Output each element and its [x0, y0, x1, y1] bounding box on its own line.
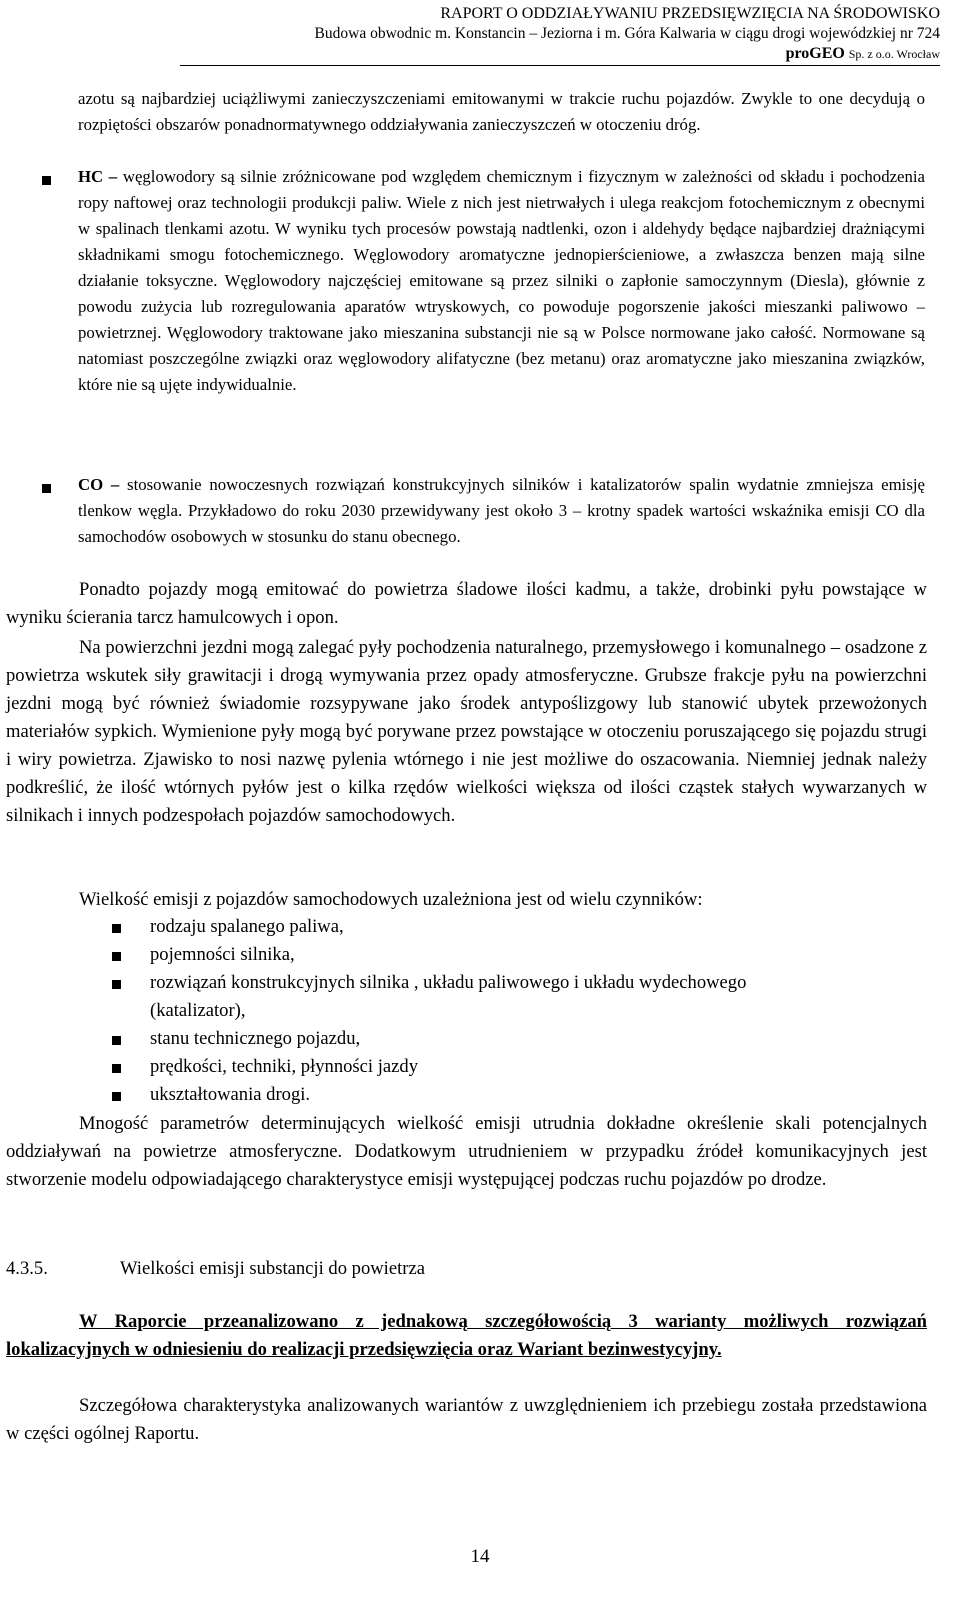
bullet-nox-continuation: azotu są najbardziej uciążliwymi zanieczyszczeniami emitowanymi w trakcie ruchu pojazdów. Zwykle to one decydują o rozpiętości obszarów ponadnormatywnego oddziaływania zanieczyszczeń w otoczeniu dróg.	[78, 89, 925, 134]
factor-item: stanu technicznego pojazdu,	[150, 1028, 361, 1049]
bullet-marker	[42, 176, 51, 185]
paragraph-heavy-metals: Ponadto pojazdy mogą emitować do powietrza śladowe ilości kadmu, a także, drobinki pyłu powstające w wyniku ścierania tarcz hamulcowych i opon.	[6, 579, 927, 628]
bullet-hc-lead: HC –	[78, 167, 118, 186]
factor-item: rozwiązań konstrukcyjnych silnika , układu paliwowego i układu wydechowego (katalizator),	[150, 972, 747, 1021]
factor-item: pojemności silnika,	[150, 944, 295, 965]
paragraph-parameters: Mnogość parametrów determinujących wielkość emisji utrudnia dokładne określenie skali potencjalnych oddziaływań na powietrze atmosferyczne. Dodatkowym utrudnieniem w przypadku źródeł komunikacyjnych jest stworzenie modelu odpowiadającego charakterystyce emisji występującej podczas ruchu pojazdów po drodze.	[6, 1113, 927, 1190]
factor-item: ukształtowania drogi.	[150, 1084, 311, 1105]
bullet-hc	[78, 164, 925, 398]
paragraph-road-dust: Na powierzchni jezdni mogą zalegać pyły pochodzenia naturalnego, przemysłowego i komunalnego – osadzone z powietrza wskutek siły grawitacji i drogą wymywania przez opady atmosferyczne. Grubsze frakcje pyłu na powierzchni jezdni mogą być również świadomie rozsypywane jako środek antypoślizgowy lub stanowić ubytek przewożonych materiałów sypkich. Wymienione pyły mogą być porywane przez powstające w otoczeniu poruszającego się pojazdu strugi i wiry powietrza. Zjawisko to nosi nazwę pylenia wtórnego i nie jest możliwe do oszacowania. Niemniej jednak należy podkreślić, że ilość wtórnych pyłów jest o kilka rzędów wielkości większa od ilości cząstek stałych wywarzanych w silnikach i innych podzespołach pojazdów samochodowych.	[6, 637, 927, 826]
list-marker	[112, 924, 121, 933]
paragraph-variant-description: Szczegółowa charakterystyka analizowanych wariantów z uwzględnieniem ich przebiegu została przedstawiona w części ogólnej Raportu.	[6, 1395, 927, 1444]
page-number: 14	[470, 1546, 490, 1567]
list-marker	[112, 1064, 121, 1073]
factor-item: rodzaju spalanego paliwa,	[150, 916, 344, 937]
bullet-hc-text: węglowodory są silnie zróżnicowane pod względem chemicznym i fizycznym w zależności od składu i pochodzenia ropy naftowej oraz technologii produkcji paliw. Wiele z nich jest nietrwałych i ulega reakcjom fotochemicznym z obecnymi w spalinach tlenkami azotu. W wyniku tych procesów powstają nadtlenki, ozon i aldehydy będące najbardziej drażniącymi składnikami smogu fotochemicznego. Węglowodory aromatyczne jednopierścieniowe, a zwłaszcza benzen mają silne działanie toksyczne. Węglowodory najczęściej emitowane są przez silniki o zapłonie samoczynnym (Diesla), głównie z powodu zużycia lub rozregulowania aparatów wtryskowych, co powoduje pogorszenie jakości mieszanki paliwowo – powietrznej. Węglowodory traktowane jako mieszanina substancji nie są w Polsce normowane jako całość. Normowane są natomiast poszczególne związki oraz węglowodory alifatyczne (bez metanu) oraz aromatyczne jako mieszanina związków, które nie są ujęte indywidualnie.	[78, 167, 925, 394]
list-marker	[112, 952, 121, 961]
list-marker	[112, 980, 121, 989]
page-header	[180, 4, 940, 66]
report-title: RAPORT O ODDZIAŁYWANIU PRZEDSIĘWZIĘCIA NA ŚRODOWISKO	[440, 5, 940, 22]
section-heading	[6, 1255, 425, 1283]
factor-item: prędkości, techniki, płynności jazdy	[150, 1056, 418, 1077]
section-title: Wielkości emisji substancji do powietrza	[120, 1258, 425, 1279]
list-marker	[112, 1036, 121, 1045]
company-suffix: Sp. z o.o. Wrocław	[848, 47, 940, 61]
section-number: 4.3.5.	[6, 1258, 48, 1279]
company-line	[180, 44, 940, 66]
paragraph-emission-factors-intro: Wielkość emisji z pojazdów samochodowych uzależniona jest od wielu czynników:	[79, 889, 703, 910]
company-name: proGEO	[785, 45, 845, 62]
list-marker	[112, 1092, 121, 1101]
bullet-co-text: stosowanie nowoczesnych rozwiązań konstrukcyjnych silników i katalizatorów spalin wydatnie zmniejsza emisję tlenkow węgla. Przykładowo do roku 2030 przewidywany jest około 3 – krotny spadek wartości wskaźnika emisji CO dla samochodów osobowych w stosunku do stanu obecnego.	[78, 475, 925, 546]
bullet-co-lead: CO –	[78, 475, 120, 494]
bold-underlined-statement: W Raporcie przeanalizowano z jednakową szczegółowością 3 warianty możliwych rozwiązań lokalizacyjnych w odniesieniu do realizacji przedsięwzięcia oraz Wariant bezinwestycyjny.	[6, 1311, 927, 1360]
bullet-co	[78, 472, 925, 550]
project-title: Budowa obwodnic m. Konstancin – Jeziorna i m. Góra Kalwaria w ciągu drogi wojewódzkiej nr 724	[314, 25, 940, 42]
bullet-marker	[42, 484, 51, 493]
